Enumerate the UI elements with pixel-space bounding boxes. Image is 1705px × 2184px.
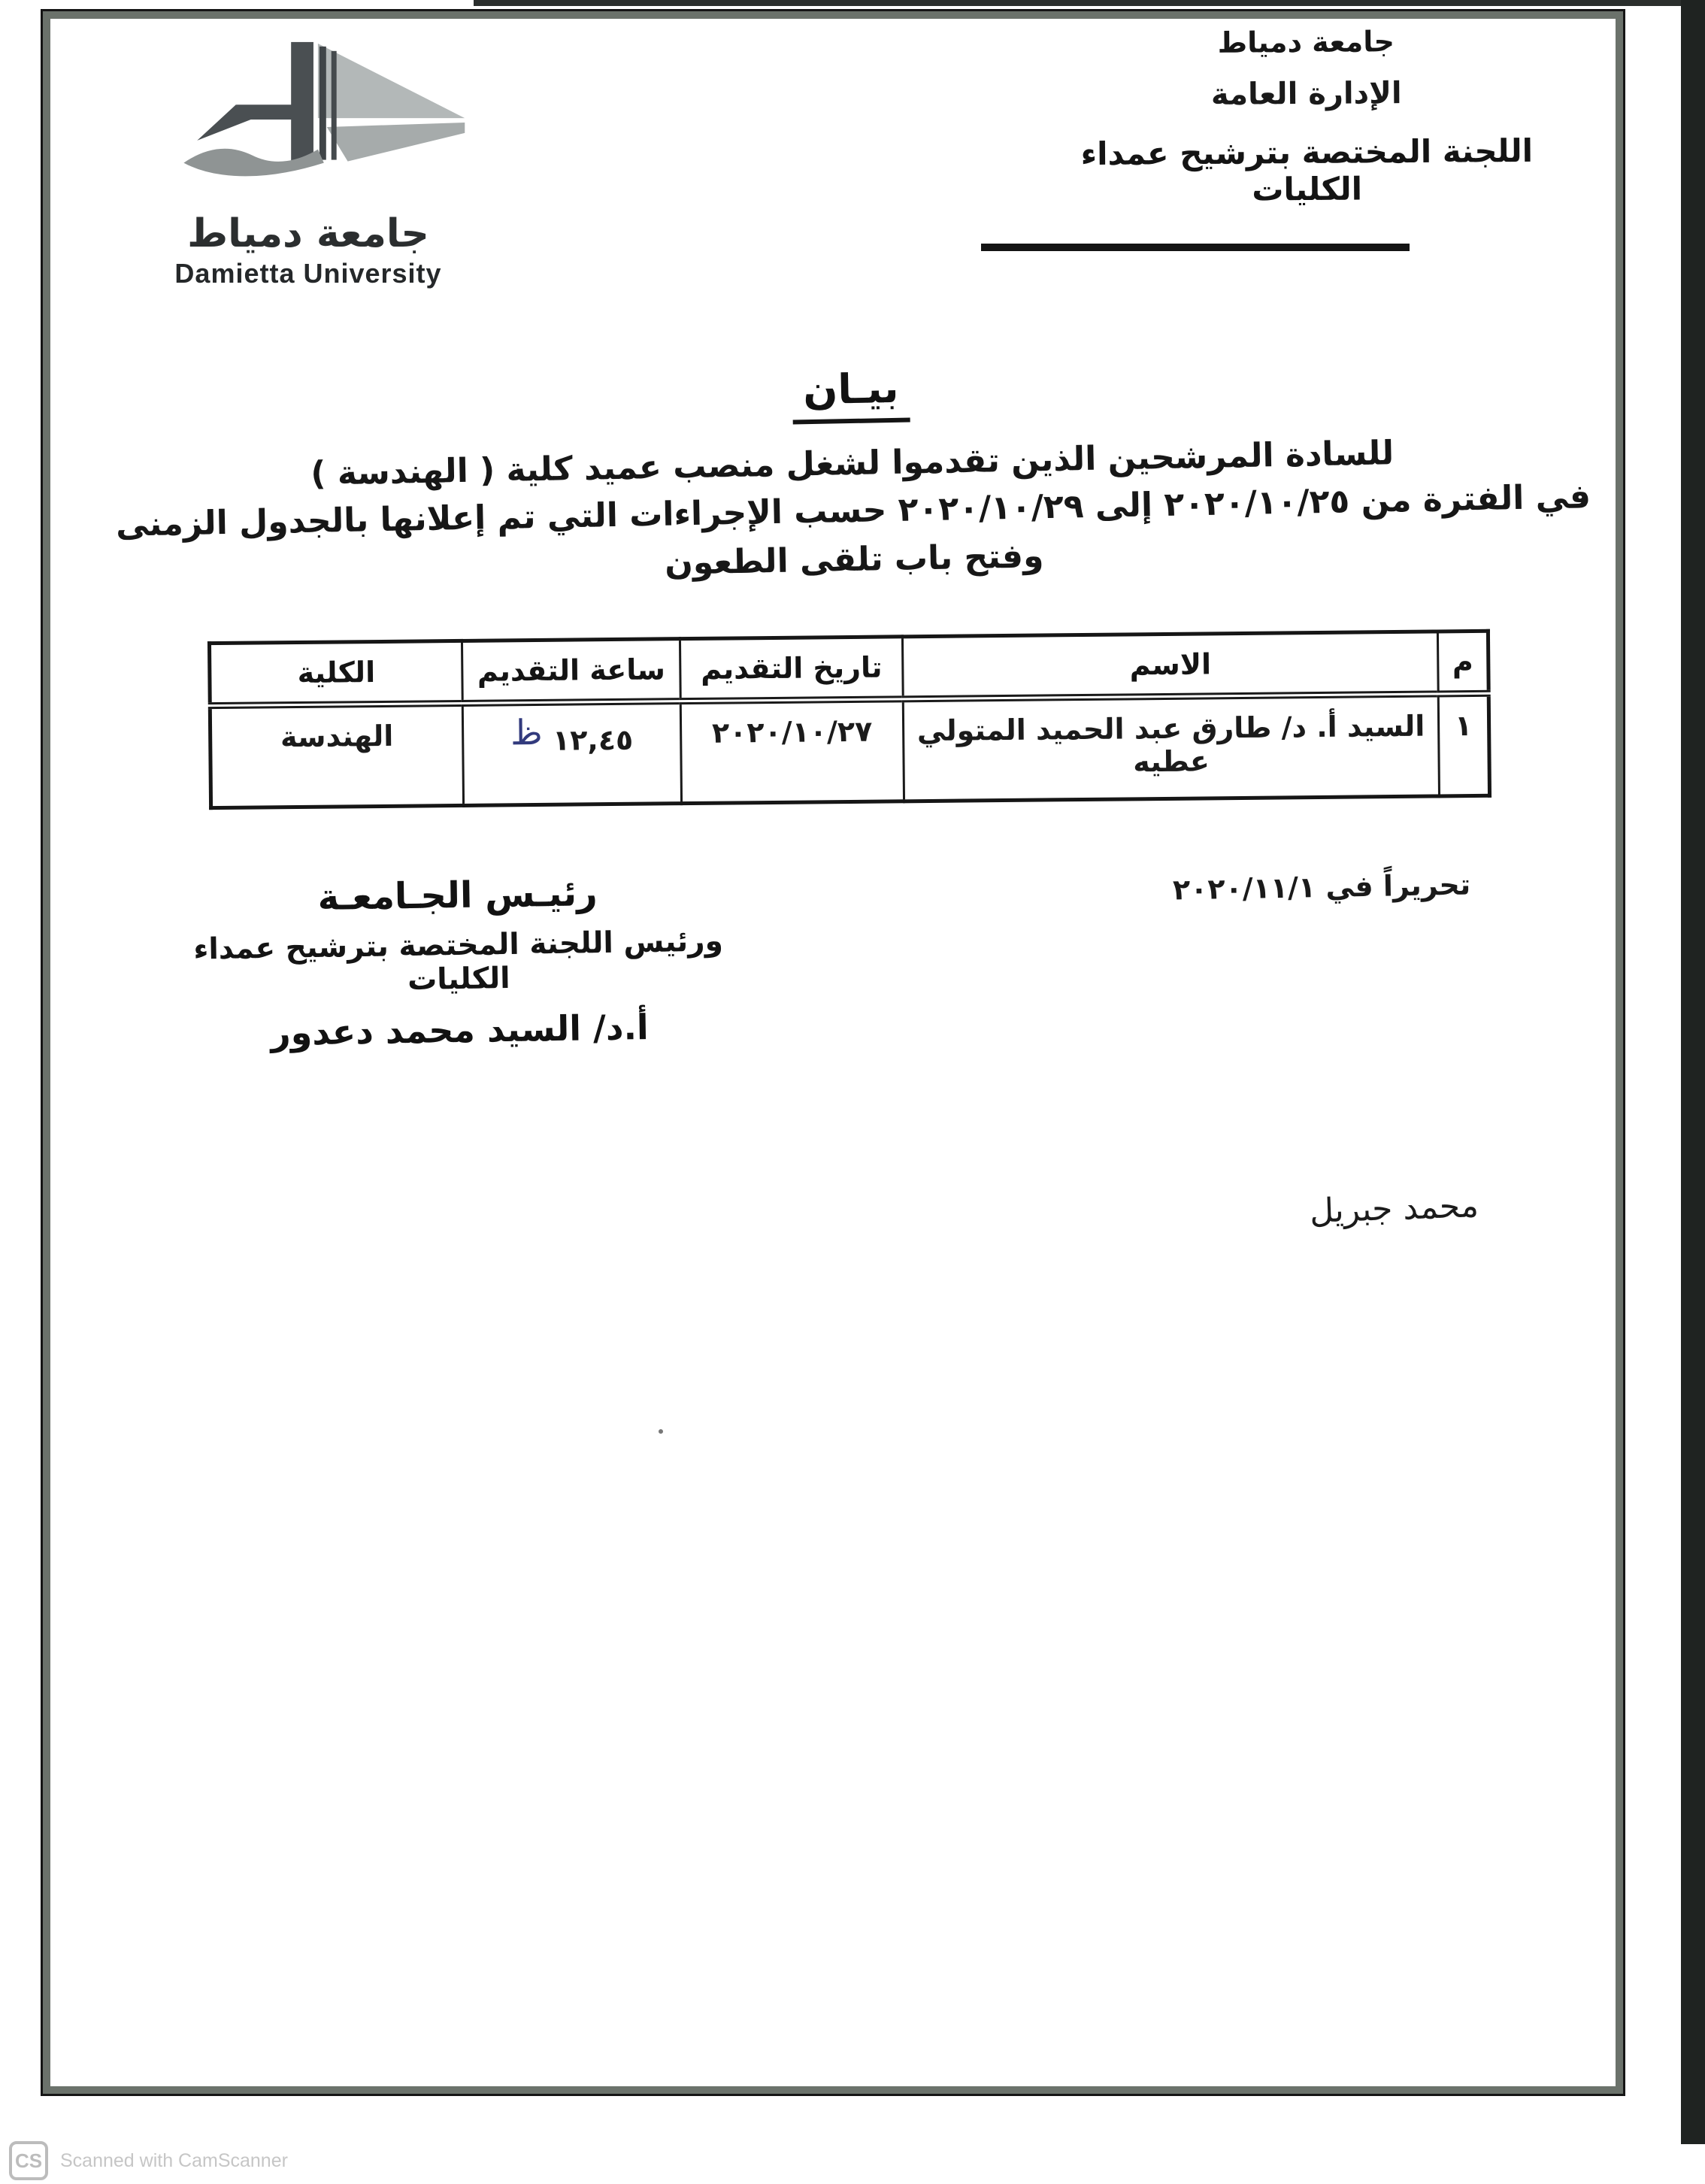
- signer-title-committee-head: ورئيس اللجنة المختصة بترشيح عمداء الكليات: [193, 924, 724, 998]
- university-logo-icon: [147, 35, 470, 214]
- committee-name: اللجنة المختصة بترشيح عمداء الكليات: [1080, 132, 1534, 208]
- camscanner-icon: CS: [9, 2141, 48, 2180]
- logo-english-name: Damietta University: [174, 257, 442, 289]
- scan-edge-top: [474, 0, 1705, 6]
- letterhead-rule: [981, 244, 1410, 251]
- ink-speck: [659, 1429, 663, 1434]
- table-header-row: [209, 631, 1488, 705]
- cell-number: ١: [1438, 693, 1489, 796]
- time-period-annotation: ظ: [510, 711, 543, 753]
- col-header-number: م: [1437, 631, 1488, 694]
- handwritten-reviewer-name: محمد جبريل: [1309, 1186, 1479, 1231]
- col-header-name: الاسم: [902, 632, 1438, 699]
- camscanner-badge: [9, 2141, 288, 2180]
- issue-date: تحريراً في ٢٠٢٠/١١/١: [1172, 868, 1471, 907]
- logo-arabic-name: جامعة دمياط: [187, 211, 429, 256]
- candidates-table: [207, 629, 1491, 810]
- cell-time: [462, 701, 681, 806]
- statement-line-3: وفتح باب تلقى الطعون: [664, 537, 1044, 583]
- col-header-faculty: الكلية: [209, 641, 462, 705]
- statement-line-2: في الفترة من ٢٠٢٠/١٠/٢٥ إلى ٢٠٢٠/١٠/٢٩ حسب الإجراءات التي تم إعلانها بالجدول الزمنى: [115, 477, 1591, 544]
- signature-block: [190, 870, 727, 1054]
- submission-time: ١٢,٤٥: [552, 722, 634, 757]
- candidates-table-wrap: [207, 629, 1490, 810]
- cell-name: السيد أ. د/ طارق عبد الحميد المتولي عطيه: [903, 694, 1439, 801]
- statement-body: [98, 351, 1606, 593]
- cell-faculty: الهندسة: [210, 703, 463, 807]
- university-logo: [113, 35, 504, 289]
- signer-title-president: رئيـس الجـامعـة: [317, 872, 598, 919]
- cell-date: ٢٠٢٠/١٠/٢٧: [680, 699, 904, 804]
- scan-edge-right: [1681, 0, 1705, 2144]
- statement-line-1: للسادة المرشحين الذين تقدموا لشغل منصب عميد كلية ( الهندسة ): [310, 434, 1395, 493]
- col-header-date: تاريخ التقديم: [680, 637, 903, 701]
- statement-title: بيـان: [792, 365, 910, 425]
- university-name: جامعة دمياط: [1217, 25, 1395, 59]
- col-header-time: ساعة التقديم: [462, 639, 680, 704]
- signer-name: أ.د/ السيد محمد دعدور: [270, 1007, 650, 1053]
- general-administration: الإدارة العامة: [1210, 76, 1402, 112]
- letterhead: [1035, 23, 1578, 209]
- table-row: [210, 693, 1489, 807]
- camscanner-label: Scanned with CamScanner: [60, 2149, 288, 2171]
